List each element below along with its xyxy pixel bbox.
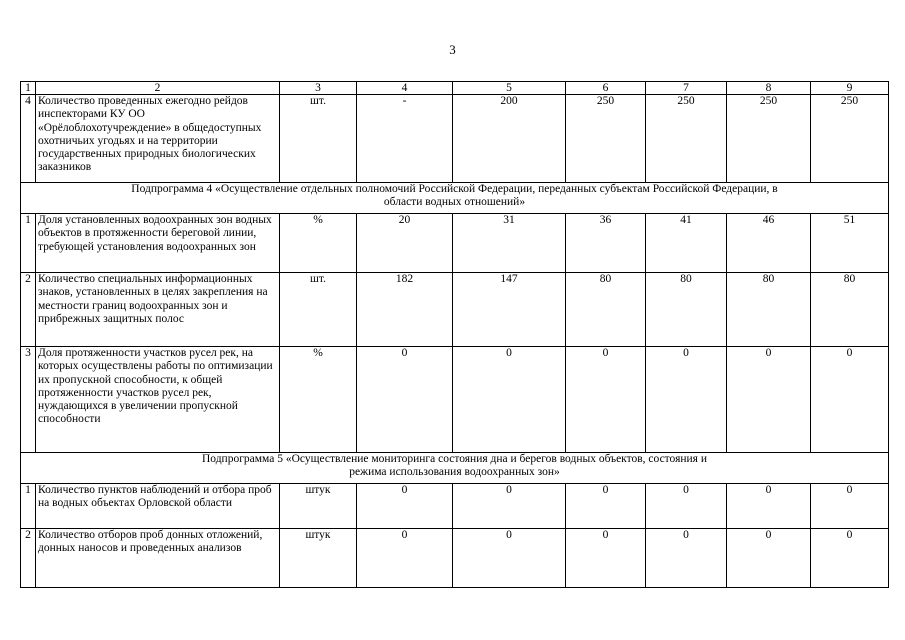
header-cell: 8: [727, 82, 811, 95]
value-cell: 80: [646, 273, 727, 347]
value-cell: 0: [357, 347, 453, 453]
value-cell: 0: [453, 347, 566, 453]
value-cell: 80: [811, 273, 889, 347]
value-cell: 0: [646, 529, 727, 588]
page-number: 3: [449, 42, 456, 57]
value-cell: 250: [646, 95, 727, 183]
value-cell: 20: [357, 214, 453, 273]
header-cell: 9: [811, 82, 889, 95]
subprogram-title: Подпрограмма 4 «Осуществление отдельных полномочий Российской Федерации, переданных субъектам Российской Федерации, в области водных отношений»: [21, 183, 889, 214]
value-cell: 0: [646, 347, 727, 453]
row-number: 1: [21, 214, 36, 273]
header-cell: 3: [280, 82, 357, 95]
value-cell: 0: [357, 529, 453, 588]
value-cell: 0: [646, 484, 727, 529]
indicator-name: Количество проведенных ежегодно рейдов инспекторами КУ ОО «Орёлоблохотучреждение» в общедоступных охотничьих угодьях и на территории государственных природных биологических заказников: [36, 95, 280, 183]
value-cell: 182: [357, 273, 453, 347]
value-cell: 250: [811, 95, 889, 183]
indicator-name: Доля протяженности участков русел рек, на которых осуществлены работы по оптимизации их пропускной способности, к общей протяженности участков русел рек, нуждающихся в увеличении пропускной способности: [36, 347, 280, 453]
unit-cell: шт.: [280, 273, 357, 347]
unit-cell: штук: [280, 484, 357, 529]
row-number: 2: [21, 273, 36, 347]
value-cell: 0: [811, 347, 889, 453]
indicators-table: [20, 81, 889, 588]
value-cell: 0: [727, 347, 811, 453]
table-row: [21, 529, 889, 588]
row-number: 4: [21, 95, 36, 183]
value-cell: 41: [646, 214, 727, 273]
row-number: 2: [21, 529, 36, 588]
subprogram-row: [21, 453, 889, 484]
value-cell: 0: [566, 484, 646, 529]
value-cell: 46: [727, 214, 811, 273]
value-cell: 0: [727, 529, 811, 588]
table-row: [21, 214, 889, 273]
value-cell: 0: [566, 347, 646, 453]
table-row: [21, 347, 889, 453]
unit-cell: штук: [280, 529, 357, 588]
value-cell: 0: [453, 484, 566, 529]
indicator-name: Количество пунктов наблюдений и отбора проб на водных объектах Орловской области: [36, 484, 280, 529]
unit-cell: %: [280, 214, 357, 273]
value-cell: 0: [566, 529, 646, 588]
value-cell: 31: [453, 214, 566, 273]
value-cell: 51: [811, 214, 889, 273]
value-cell: 0: [727, 484, 811, 529]
table-row: [21, 484, 889, 529]
value-cell: 0: [811, 529, 889, 588]
value-cell: 80: [727, 273, 811, 347]
row-number: 1: [21, 484, 36, 529]
value-cell: 0: [357, 484, 453, 529]
table-row: [21, 273, 889, 347]
value-cell: 200: [453, 95, 566, 183]
value-cell: 36: [566, 214, 646, 273]
value-cell: 250: [566, 95, 646, 183]
value-cell: -: [357, 95, 453, 183]
value-cell: 0: [811, 484, 889, 529]
header-cell: 7: [646, 82, 727, 95]
header-cell: 5: [453, 82, 566, 95]
indicator-name: Доля установленных водоохранных зон водных объектов в протяженности береговой линии, требующей установления водоохранных зон: [36, 214, 280, 273]
indicator-name: Количество специальных информационных знаков, установленных в целях закрепления на местности границ водоохранных зон и прибрежных защитных полос: [36, 273, 280, 347]
unit-cell: %: [280, 347, 357, 453]
subprogram-row: [21, 183, 889, 214]
header-cell: 6: [566, 82, 646, 95]
value-cell: 0: [453, 529, 566, 588]
value-cell: 80: [566, 273, 646, 347]
value-cell: 147: [453, 273, 566, 347]
header-row: [21, 82, 889, 95]
header-cell: 1: [21, 82, 36, 95]
unit-cell: шт.: [280, 95, 357, 183]
indicator-name: Количество отборов проб донных отложений, донных наносов и проведенных анализов: [36, 529, 280, 588]
value-cell: 250: [727, 95, 811, 183]
header-cell: 2: [36, 82, 280, 95]
row-number: 3: [21, 347, 36, 453]
subprogram-title: Подпрограмма 5 «Осуществление мониторинга состояния дна и берегов водных объектов, состояния и режима использования водоохранных зон»: [21, 453, 889, 484]
table-row: [21, 95, 889, 183]
header-cell: 4: [357, 82, 453, 95]
